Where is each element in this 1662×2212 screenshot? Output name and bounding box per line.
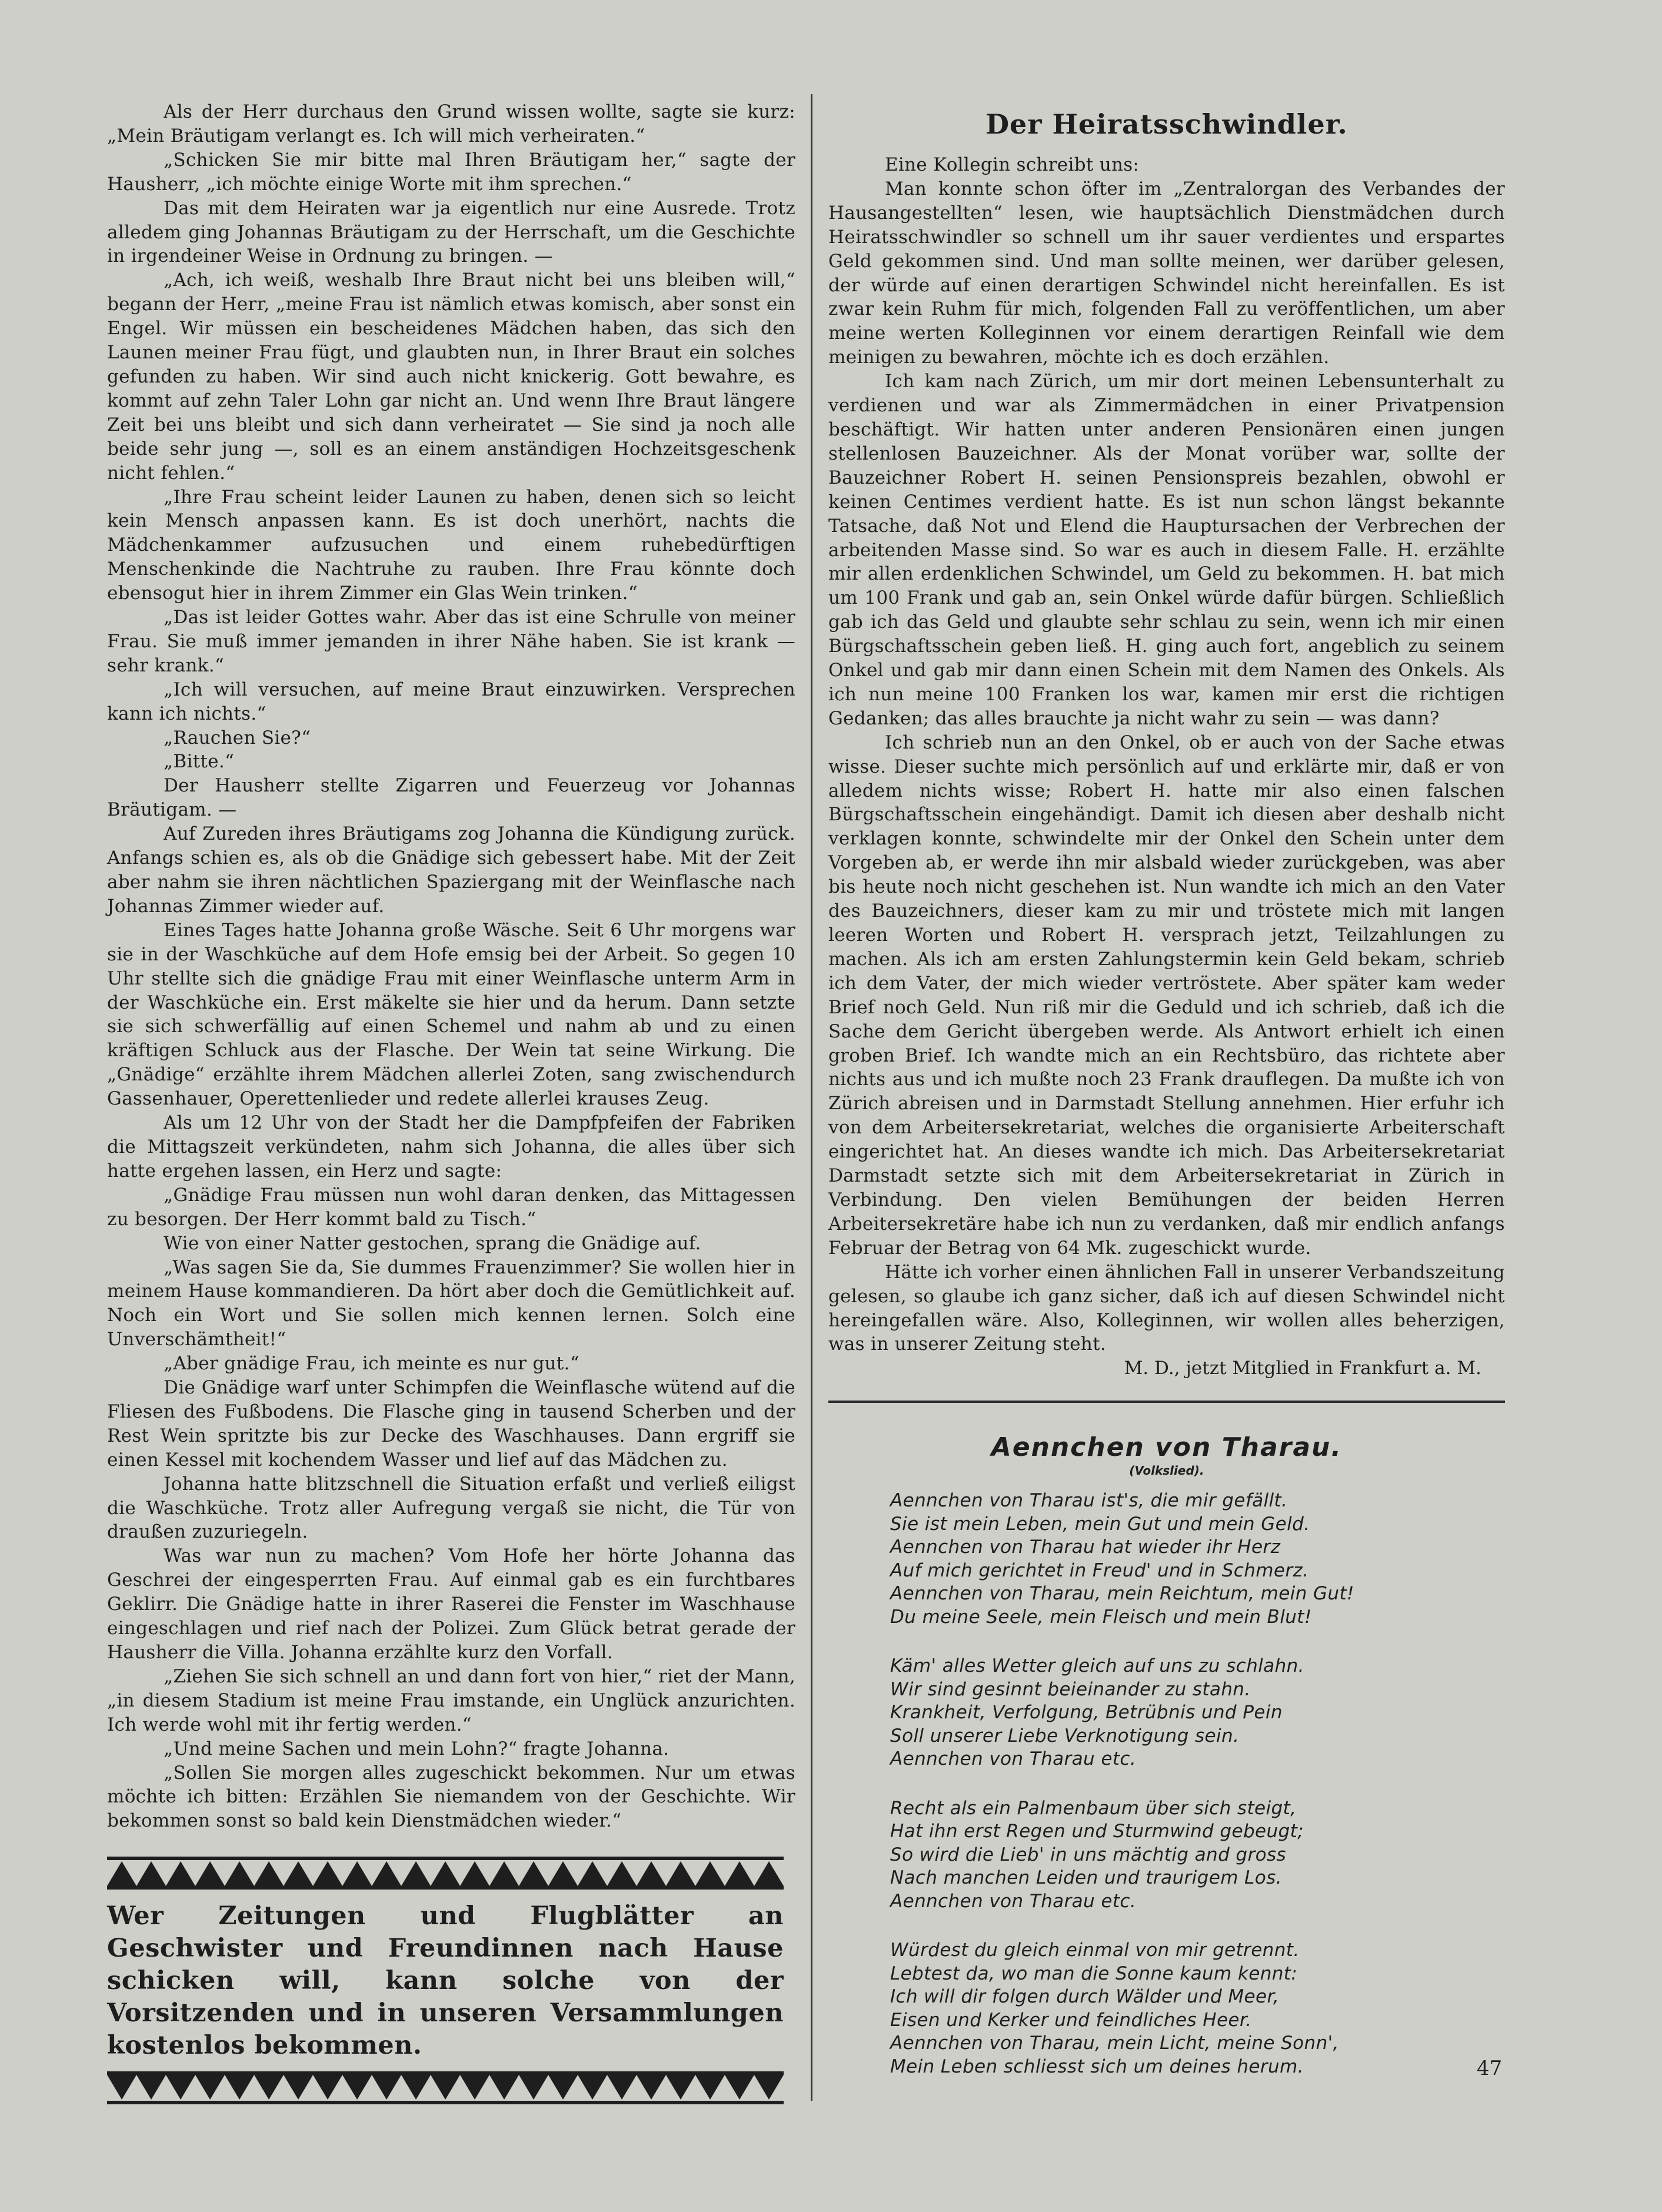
song-line: Krankheit, Verfolgung, Betrübnis und Pein <box>890 1702 1283 1724</box>
zigzag-border-top <box>107 1857 784 1890</box>
paragraph: „Ziehen Sie sich schnell an und dann fort von hier,“ riet der Mann, „in diesem Stadium ist meine Frau imstande, ein Unglück anzurichten. Ich werde wohl mit ihr fertig werden.“ <box>107 1665 795 1735</box>
paragraph: Ich kam nach Zürich, um mir dort meinen Lebensunterhalt zu verdienen und war als Zimmermädchen in einer Privatpension beschäftigt. Wir hatten unter anderen Pensionären einen jungen stellenlosen Bauzeichner. Als der Monat vorüber war, sollte der Bauzeichner Robert H. seinen Pensionspreis bezahlen, obwohl er keinen Centimes verdient hatte. Es ist nun schon längst bekannte Tatsache, daß Not und Elend die Hauptursachen der Verbrechen der arbeitenden Masse sind. So war es auch in diesem Falle. H. erzählte mir allen erdenklichen Schwindel, um Geld zu bekommen. H. bat mich um 100 Frank und gab an, sein Onkel würde dafür bürgen. Schließlich gab ich das Geld und glaubte sehr schlau zu sein, wenn ich mir einen Bürgschaftsschein geben ließ. H. ging auch fort, angeblich zu seinem Onkel und gab mir dann einen Schein mit dem Namen des Onkels. Als ich nun meine 100 Franken los war, kamen mir erst die richtigen Gedanken; das alles brauchte ja nicht wahr zu sein — was dann? <box>828 371 1505 729</box>
paragraph: Die Gnädige warf unter Schimpfen die Weinflasche wütend auf die Fliesen des Fußbodens. Die Flasche ging in tausend Scherben und der Rest Wein spritzte bis zur Decke des Waschhauses. Dann ergriff sie einen Kessel mit kochendem Wasser und lief auf das Mädchen zu. <box>107 1377 795 1471</box>
article-body <box>828 153 1505 1356</box>
paragraph: Wie von einer Natter gestochen, sprang die Gnädige auf. <box>164 1232 701 1254</box>
song-line: Auf mich gerichtet in Freud' und in Schmerz. <box>890 1559 1309 1581</box>
song-title: Aennchen von Tharau. <box>991 1432 1343 1463</box>
song-line: Käm' alles Wetter gleich auf uns zu schlahn. <box>890 1655 1305 1677</box>
paragraph: „Ich will versuchen, auf meine Braut einzuwirken. Versprechen kann ich nichts.“ <box>107 678 795 724</box>
column-divider <box>811 94 812 2101</box>
paragraph: Ich schrieb nun an den Onkel, ob er auch von der Sache etwas wisse. Dieser suchte mich persönlich auf und erklärte mir, daß er von alledem nichts wisse; Robert H. hatte mir also einen falschen Bürgschaftsschein eingehändigt. Damit ich diesen aber deshalb nicht verklagen konnte, schwindelte mir der Onkel den Schein unter dem Vorgeben ab, er werde ihn mir alsbald wieder zurückgeben, was aber bis heute noch nicht geschehen ist. Nun wandte ich mich an den Vater des Bauzeichners, dieser kam zu mir und tröstete mich mit langen leeren Worten und Robert H. versprach jetzt, Teilzahlungen zu machen. Als ich am ersten Zahlungstermin kein Geld bekam, schrieb ich dem Vater, der mich wieder vertröstete. Aber später kam weder Brief noch Geld. Nun riß mir die Geduld und ich schrieb, daß ich die Sache dem Gericht übergeben werde. Als Antwort erhielt ich einen groben Brief. Ich wandte mich an ein Rechtsbüro, das richtete aber nichts aus und ich mußte noch 23 Frank drauflegen. Da mußte ich von Zürich abreisen und in Darmstadt Stellung annehmen. Hier erfuhr ich von dem Arbeitersekretariat, welches die organisierte Arbeiterschaft eingerichtet hat. An dieses wandte ich mich. Das Arbeitersekretariat Darmstadt setzte sich mit dem Arbeitersekretariat in Zürich in Verbindung. Den vielen Bemühungen der beiden Herren Arbeitersekretäre habe ich nun zu verdanken, daß mir endlich anfangs Februar der Betrag von 64 Mk. zugeschickt wurde. <box>828 731 1505 1259</box>
left-column <box>107 100 795 2104</box>
paragraph: „Bitte.“ <box>164 751 235 773</box>
story-continuation <box>107 100 795 1833</box>
paragraph: „Und meine Sachen und mein Lohn?“ fragte Johanna. <box>164 1738 670 1759</box>
song-line: Ich will dir folgen durch Wälder und Meer, <box>890 1986 1280 2008</box>
section-rule <box>828 1401 1505 1403</box>
paragraph: „Was sagen Sie da, Sie dummes Frauenzimmer? Sie wollen hier in meinem Hause kommandieren. Da hört aber doch die Gemütlichkeit auf. Noch ein Wort und Sie sollen mich kennen lernen. Solch eine Unverschämtheit!“ <box>107 1256 795 1351</box>
song-lyrics <box>828 1489 1505 2078</box>
paragraph: „Ach, ich weiß, weshalb Ihre Braut nicht bei uns bleiben will,“ begann der Herr, „meine Frau ist nämlich etwas komisch, aber sonst ein Engel. Wir müssen ein bescheidenes Mädchen haben, das sich den Launen meiner Frau fügt, und glaubten nun, in Ihrer Braut ein solches gefunden zu haben. Wir sind auch nicht knickerig. Gott bewahre, es kommt auf zehn Taler Lohn gar nicht an. Und wenn Ihre Braut längere Zeit bei uns bleibt und sich dann verheiratet — Sie sind ja noch alle beide sehr jung —, soll es an einem anständigen Hochzeitsgeschenk nicht fehlen.“ <box>107 270 795 484</box>
song-line: Nach manchen Leiden und traurigem Los. <box>890 1867 1283 1889</box>
paragraph: „Schicken Sie mir bitte mal Ihren Bräutigam her,“ sagte der Hausherr, „ich möchte einige Worte mit ihm sprechen.“ <box>107 149 795 195</box>
song-line: Hat ihn erst Regen und Sturmwind gebeugt; <box>890 1821 1304 1842</box>
article-signature: M. D., jetzt Mitglied in Frankfurt a. M. <box>1124 1358 1481 1379</box>
song-stanza <box>890 1797 1505 1914</box>
paragraph: Man konnte schon öfter im „Zentralorgan des Verbandes der Hausangestellten“ lesen, wie hauptsächlich Dienstmädchen durch Heiratsschwindler so schnell um ihr sauer verdientes und erspartes Geld gekommen sind. Und man sollte meinen, wer darüber gelesen, der würde auf einen derartigen Schwindel nicht hereinfallen. Es ist zwar kein Ruhm für mich, folgenden Fall zu veröffentlichen, um aber meine werten Kolleginnen vor einem derartigen Reinfall wie dem meinigen zu bewahren, möchte ich es doch erzählen. <box>828 178 1505 368</box>
paragraph: „Sollen Sie morgen alles zugeschickt bekommen. Nur um etwas möchte ich bitten: Erzählen Sie niemandem von der Geschichte. Wir bekommen sonst so bald kein Dienstmädchen wieder.“ <box>107 1762 795 1832</box>
song-line: Du meine Seele, mein Fleisch und mein Blut! <box>890 1606 1312 1628</box>
distribution-notice <box>107 1857 784 2104</box>
song-line: Wir sind gesinnt beieinander zu stahn. <box>890 1678 1251 1700</box>
paragraph: Eine Kollegin schreibt uns: <box>885 154 1140 175</box>
paragraph: Der Hausherr stellte Zigarren und Feuerzeug vor Johannas Bräutigam. — <box>107 775 795 821</box>
paragraph: „Das ist leider Gottes wahr. Aber das ist eine Schrulle von meiner Frau. Sie muß immer jemanden in ihrer Nähe haben. Sie ist krank — sehr krank.“ <box>107 607 795 676</box>
song-subtitle: (Volkslied). <box>1129 1463 1204 1478</box>
song-line: Aennchen von Tharau, mein Reichtum, mein Gut! <box>890 1583 1354 1605</box>
paragraph: „Ihre Frau scheint leider Launen zu haben, denen sich so leicht kein Mensch anpassen kann. Es ist doch unerhört, nachts die Mädchenkammer aufzusuchen und einem ruhebedürftigen Menschenkinde die Nachtruhe zu rauben. Ihre Frau könnte doch ebensogut hier in ihrem Zimmer ein Glas Wein trinken.“ <box>107 486 795 604</box>
song-line: Aennchen von Tharau, mein Licht, meine Sonn', <box>890 2033 1339 2054</box>
song-line: Lebtest da, wo man die Sonne kaum kennt: <box>890 1962 1298 1984</box>
song-line: Mein Leben schliesst sich um deines herum. <box>890 2055 1304 2077</box>
song-stanza <box>890 1489 1505 1629</box>
song-line: Aennchen von Tharau etc. <box>890 1890 1137 1912</box>
paragraph: „Rauchen Sie?“ <box>164 727 311 749</box>
paragraph: Was war nun zu machen? Vom Hofe her hörte Johanna das Geschrei der eingesperrten Frau. Auf einmal gab es ein furchtbares Geklirr. Die Gnädige hatte in ihrer Raserei die Fenster im Waschhause eingeschlagen und rief nach der Polizei. Zum Glück betrat gerade der Hausherr die Villa. Johanna erzählte kurz den Vorfall. <box>107 1545 795 1663</box>
song-line: Soll unserer Liebe Verknotigung sein. <box>890 1725 1240 1747</box>
article-title: Der Heiratsschwindler. <box>985 108 1348 140</box>
song-line: Aennchen von Tharau hat wieder ihr Herz <box>890 1536 1281 1558</box>
paragraph: Johanna hatte blitzschnell die Situation erfaßt und verließ eiligst die Waschküche. Trotz aller Aufregung vergaß sie nicht, die Tür von draußen zuzuriegeln. <box>107 1473 795 1543</box>
right-column <box>828 100 1505 2104</box>
zigzag-border-bottom <box>107 2071 784 2104</box>
song-stanza <box>890 1655 1505 1771</box>
song-line: Aennchen von Tharau etc. <box>890 1748 1137 1770</box>
song-stanza <box>890 1939 1505 2078</box>
paragraph: Als um 12 Uhr von der Stadt her die Dampfpfeifen der Fabriken die Mittagszeit verkündeten, nahm sich Johanna, die alles über sich hatte ergehen lassen, ein Herz und sagte: <box>107 1112 795 1182</box>
paragraph: Das mit dem Heiraten war ja eigentlich nur eine Ausrede. Trotz alledem ging Johannas Bräutigam zu der Herrschaft, um die Geschichte in irgendeiner Weise in Ordnung zu bringen. — <box>107 197 795 267</box>
paragraph: Eines Tages hatte Johanna große Wäsche. Seit 6 Uhr morgens war sie in der Waschküche auf dem Hofe emsig bei der Arbeit. So gegen 10 Uhr stellte sich die gnädige Frau mit einer Weinflasche unterm Arm in der Waschküche ein. Erst mäkelte sie hier und da herum. Dann setzte sie sich schwerfällig auf einen Schemel und nahm ab und zu einen kräftigen Schluck aus der Flasche. Der Wein tat seine Wirkung. Die „Gnädige“ erzählte ihrem Mädchen allerlei Zoten, sang zwischendurch Gassenhauer, Operettenlieder und redete allerlei krauses Zeug. <box>107 919 795 1110</box>
paragraph: „Gnädige Frau müssen nun wohl daran denken, das Mittagessen zu besorgen. Der Herr kommt bald zu Tisch.“ <box>107 1184 795 1230</box>
page-number: 47 <box>1477 2057 1503 2080</box>
paragraph: Auf Zureden ihres Bräutigams zog Johanna die Kündigung zurück. Anfangs schien es, als ob die Gnädige sich gebessert habe. Mit der Zeit aber nahm sie ihren nächtlichen Spaziergang mit der Weinflasche nach Johannas Zimmer wieder auf. <box>107 823 795 917</box>
notice-text: Wer Zeitungen und Flugblätter an Geschwister und Freundinnen nach Hause schicken will, kann solche von der Vorsitzenden und in unseren Versammlungen kostenlos bekommen. <box>107 1901 784 2061</box>
song-line: Recht als ein Palmenbaum über sich steigt, <box>890 1797 1297 1819</box>
song-line: Würdest du gleich einmal von mir getrennt. <box>890 1940 1300 1961</box>
song-line: Sie ist mein Leben, mein Gut und mein Geld. <box>890 1513 1310 1535</box>
song-line: Eisen und Kerker und feindliches Heer. <box>890 2009 1252 2031</box>
song-line: So wird die Lieb' in uns mächtig and gross <box>890 1844 1287 1865</box>
paragraph: Als der Herr durchaus den Grund wissen wollte, sagte sie kurz: „Mein Bräutigam verlangt es. Ich will mich verheiraten.“ <box>107 101 795 147</box>
song-line: Aennchen von Tharau ist's, die mir gefällt. <box>890 1490 1288 1512</box>
paragraph: Hätte ich vorher einen ähnlichen Fall in unserer Verbandszeitung gelesen, so glaube ich ganz sicher, daß ich auf diesen Schwindel nicht hereingefallen wäre. Also, Kolleginnen, wir wollen alles beherzigen, was in unserer Zeitung steht. <box>828 1261 1505 1355</box>
paragraph: „Aber gnädige Frau, ich meinte es nur gut.“ <box>164 1353 579 1375</box>
